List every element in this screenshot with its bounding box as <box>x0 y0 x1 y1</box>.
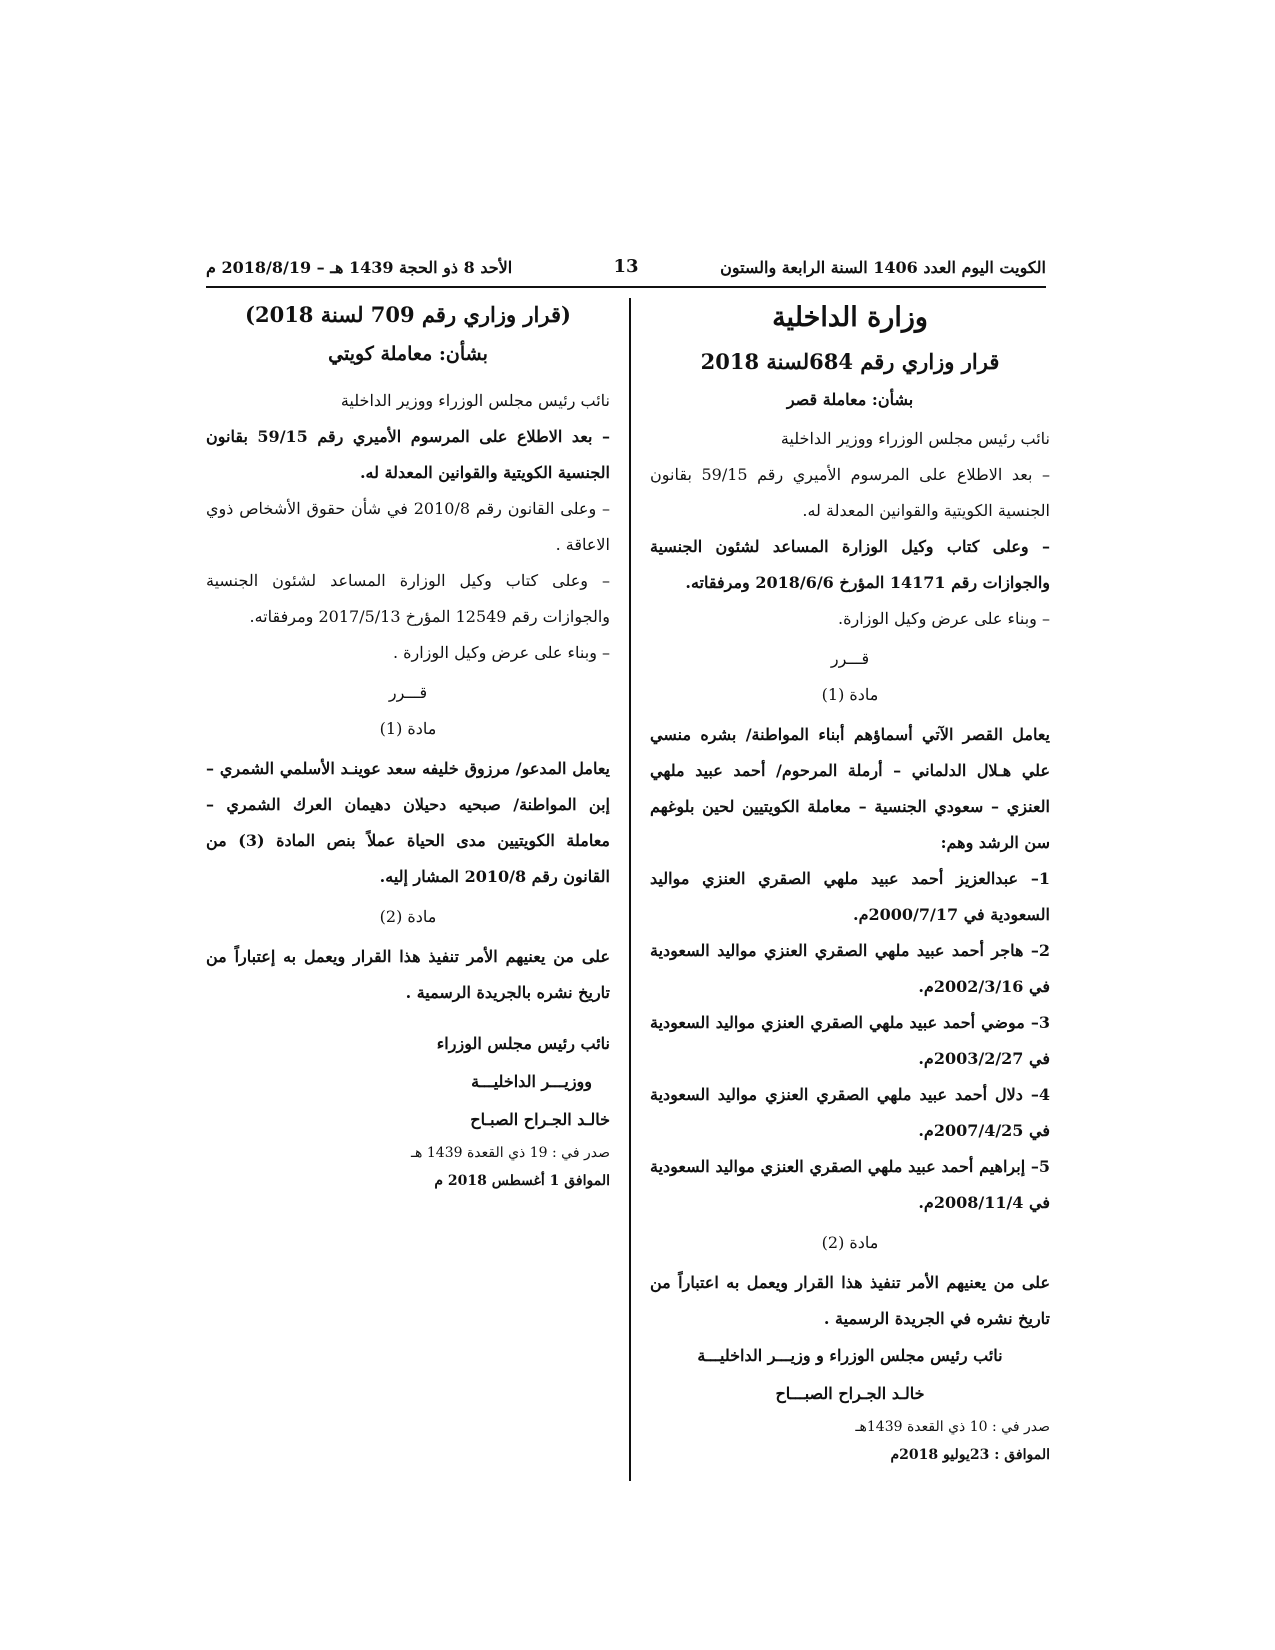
article-2-text: على من يعنيهم الأمر تنفيذ هذا القرار ويعمل به إعتباراً من تاريخ نشره بالجريدة الرسمية . <box>206 947 610 1002</box>
preamble-item: – بعد الاطلاع على المرسوم الأميري رقم 59/15 بقانون الجنسية الكويتية والقوانين المعدلة له. <box>206 427 610 482</box>
person-item: 4– دلال أحمد عبيد ملهي الصقري العنزي مواليد السعودية في 2007/4/25م. <box>650 1085 1050 1140</box>
person-item: 2– هاجر أحمد عبيد ملهي الصقري العنزي مواليد السعودية في 2002/3/16م. <box>650 941 1050 996</box>
signature-line-2: ووزيـــر الداخليـــة <box>471 1072 592 1091</box>
preamble-item: – وبناء على عرض وكيل الوزارة . <box>392 643 610 662</box>
page-header <box>206 256 1046 288</box>
preamble-item: – وعلى القانون رقم 2010/8 في شأن حقوق الأشخاص ذوي الاعاقة . <box>206 499 611 554</box>
article-1-label: مادة (1) <box>821 685 879 704</box>
issued-date: صدر في : 19 ذي القعدة 1439 هـ <box>410 1145 610 1161</box>
issued-date: صدر في : 10 ذي القعدة 1439هـ <box>855 1419 1050 1435</box>
decided-heading: قـــرر <box>830 649 870 668</box>
signature-name: خالـد الجـراح الصبـاح <box>470 1110 610 1129</box>
article-2-text: على من يعنيهم الأمر تنفيذ هذا القرار ويعمل به اعتباراً من تاريخ نشره في الجريدة الرسمية . <box>650 1273 1050 1328</box>
article-2-label: مادة (2) <box>821 1233 879 1252</box>
issuer: نائب رئيس مجلس الوزراء ووزير الداخلية <box>780 429 1050 448</box>
preamble-item: – وعلى كتاب وكيل الوزارة المساعد لشئون الجنسية والجوازات رقم 14171 المؤرخ 2018/6/6 ومرفقاته. <box>650 537 1050 592</box>
column-divider <box>629 298 631 1481</box>
issue-date: الأحد 8 ذو الحجة 1439 هـ – 2018/8/19 م <box>206 258 513 277</box>
corresponding-date: الموافق 1 أغسطس 2018 م <box>434 1173 610 1189</box>
decided-heading: قـــرر <box>388 683 428 702</box>
article-1-label: مادة (1) <box>379 719 437 738</box>
decision-709-column <box>206 298 610 1195</box>
issuer: نائب رئيس مجلس الوزراء ووزير الداخلية <box>340 391 610 410</box>
ministry-title: وزارة الداخلية <box>772 302 928 333</box>
decision-subject: بشأن: معاملة قصر <box>786 390 914 409</box>
article-1-text: يعامل القصر الآتي أسماؤهم أبناء المواطنة/ بشره منسي علي هـلال الدلماني – أرملة المرحوم/ أحمد عبيد ملهي العنزي – سعودي الجنسية – معاملة الكويتيين لحين بلوغهم سن الرشد وهم: <box>650 725 1050 852</box>
page-number: 13 <box>613 256 639 277</box>
person-item: 1– عبدالعزيز أحمد عبيد ملهي الصقري العنزي مواليد السعودية في 2000/7/17م. <box>650 869 1050 924</box>
decision-684-column <box>650 298 1050 1469</box>
corresponding-date: الموافق : 23يوليو 2018م <box>890 1447 1050 1463</box>
signature-name: خالـد الجـراح الصبـــاح <box>775 1384 925 1403</box>
preamble-item: – بعد الاطلاع على المرسوم الأميري رقم 59/15 بقانون الجنسية الكويتية والقوانين المعدلة له. <box>650 465 1050 520</box>
signature-line-1: نائب رئيس مجلس الوزراء <box>436 1034 610 1053</box>
decision-title: (قرار وزاري رقم 709 لسنة 2018) <box>245 302 571 327</box>
preamble-item: – وعلى كتاب وكيل الوزارة المساعد لشئون الجنسية والجوازات رقم 12549 المؤرخ 2017/5/13 ومرفقاته. <box>206 571 610 626</box>
preamble-item: – وبناء على عرض وكيل الوزارة. <box>838 609 1050 628</box>
decision-title: قرار وزاري رقم 684لسنة 2018 <box>700 349 1000 374</box>
signature-title: نائب رئيس مجلس الوزراء و وزيـــر الداخليـــة <box>697 1346 1003 1365</box>
person-item: 5– إبراهيم أحمد عبيد ملهي الصقري العنزي مواليد السعودية في 2008/11/4م. <box>650 1157 1050 1212</box>
article-1-text: يعامل المدعو/ مرزوق خليفه سعد عوينـد الأسلمي الشمري – إبن المواطنة/ صبحيه دحيلان دهيمان العرك الشمري – معاملة الكويتيين مدى الحياة عملاً بنص المادة (3) من القانون رقم 2010/8 المشار إليه. <box>206 759 610 886</box>
person-item: 3– موضي أحمد عبيد ملهي الصقري العنزي مواليد السعودية في 2003/2/27م. <box>650 1013 1050 1068</box>
decision-subject: بشأن: معاملة كويتي <box>328 343 488 365</box>
gazette-issue: الكويت اليوم العدد 1406 السنة الرابعة والستون <box>720 258 1046 277</box>
article-2-label: مادة (2) <box>379 907 437 926</box>
